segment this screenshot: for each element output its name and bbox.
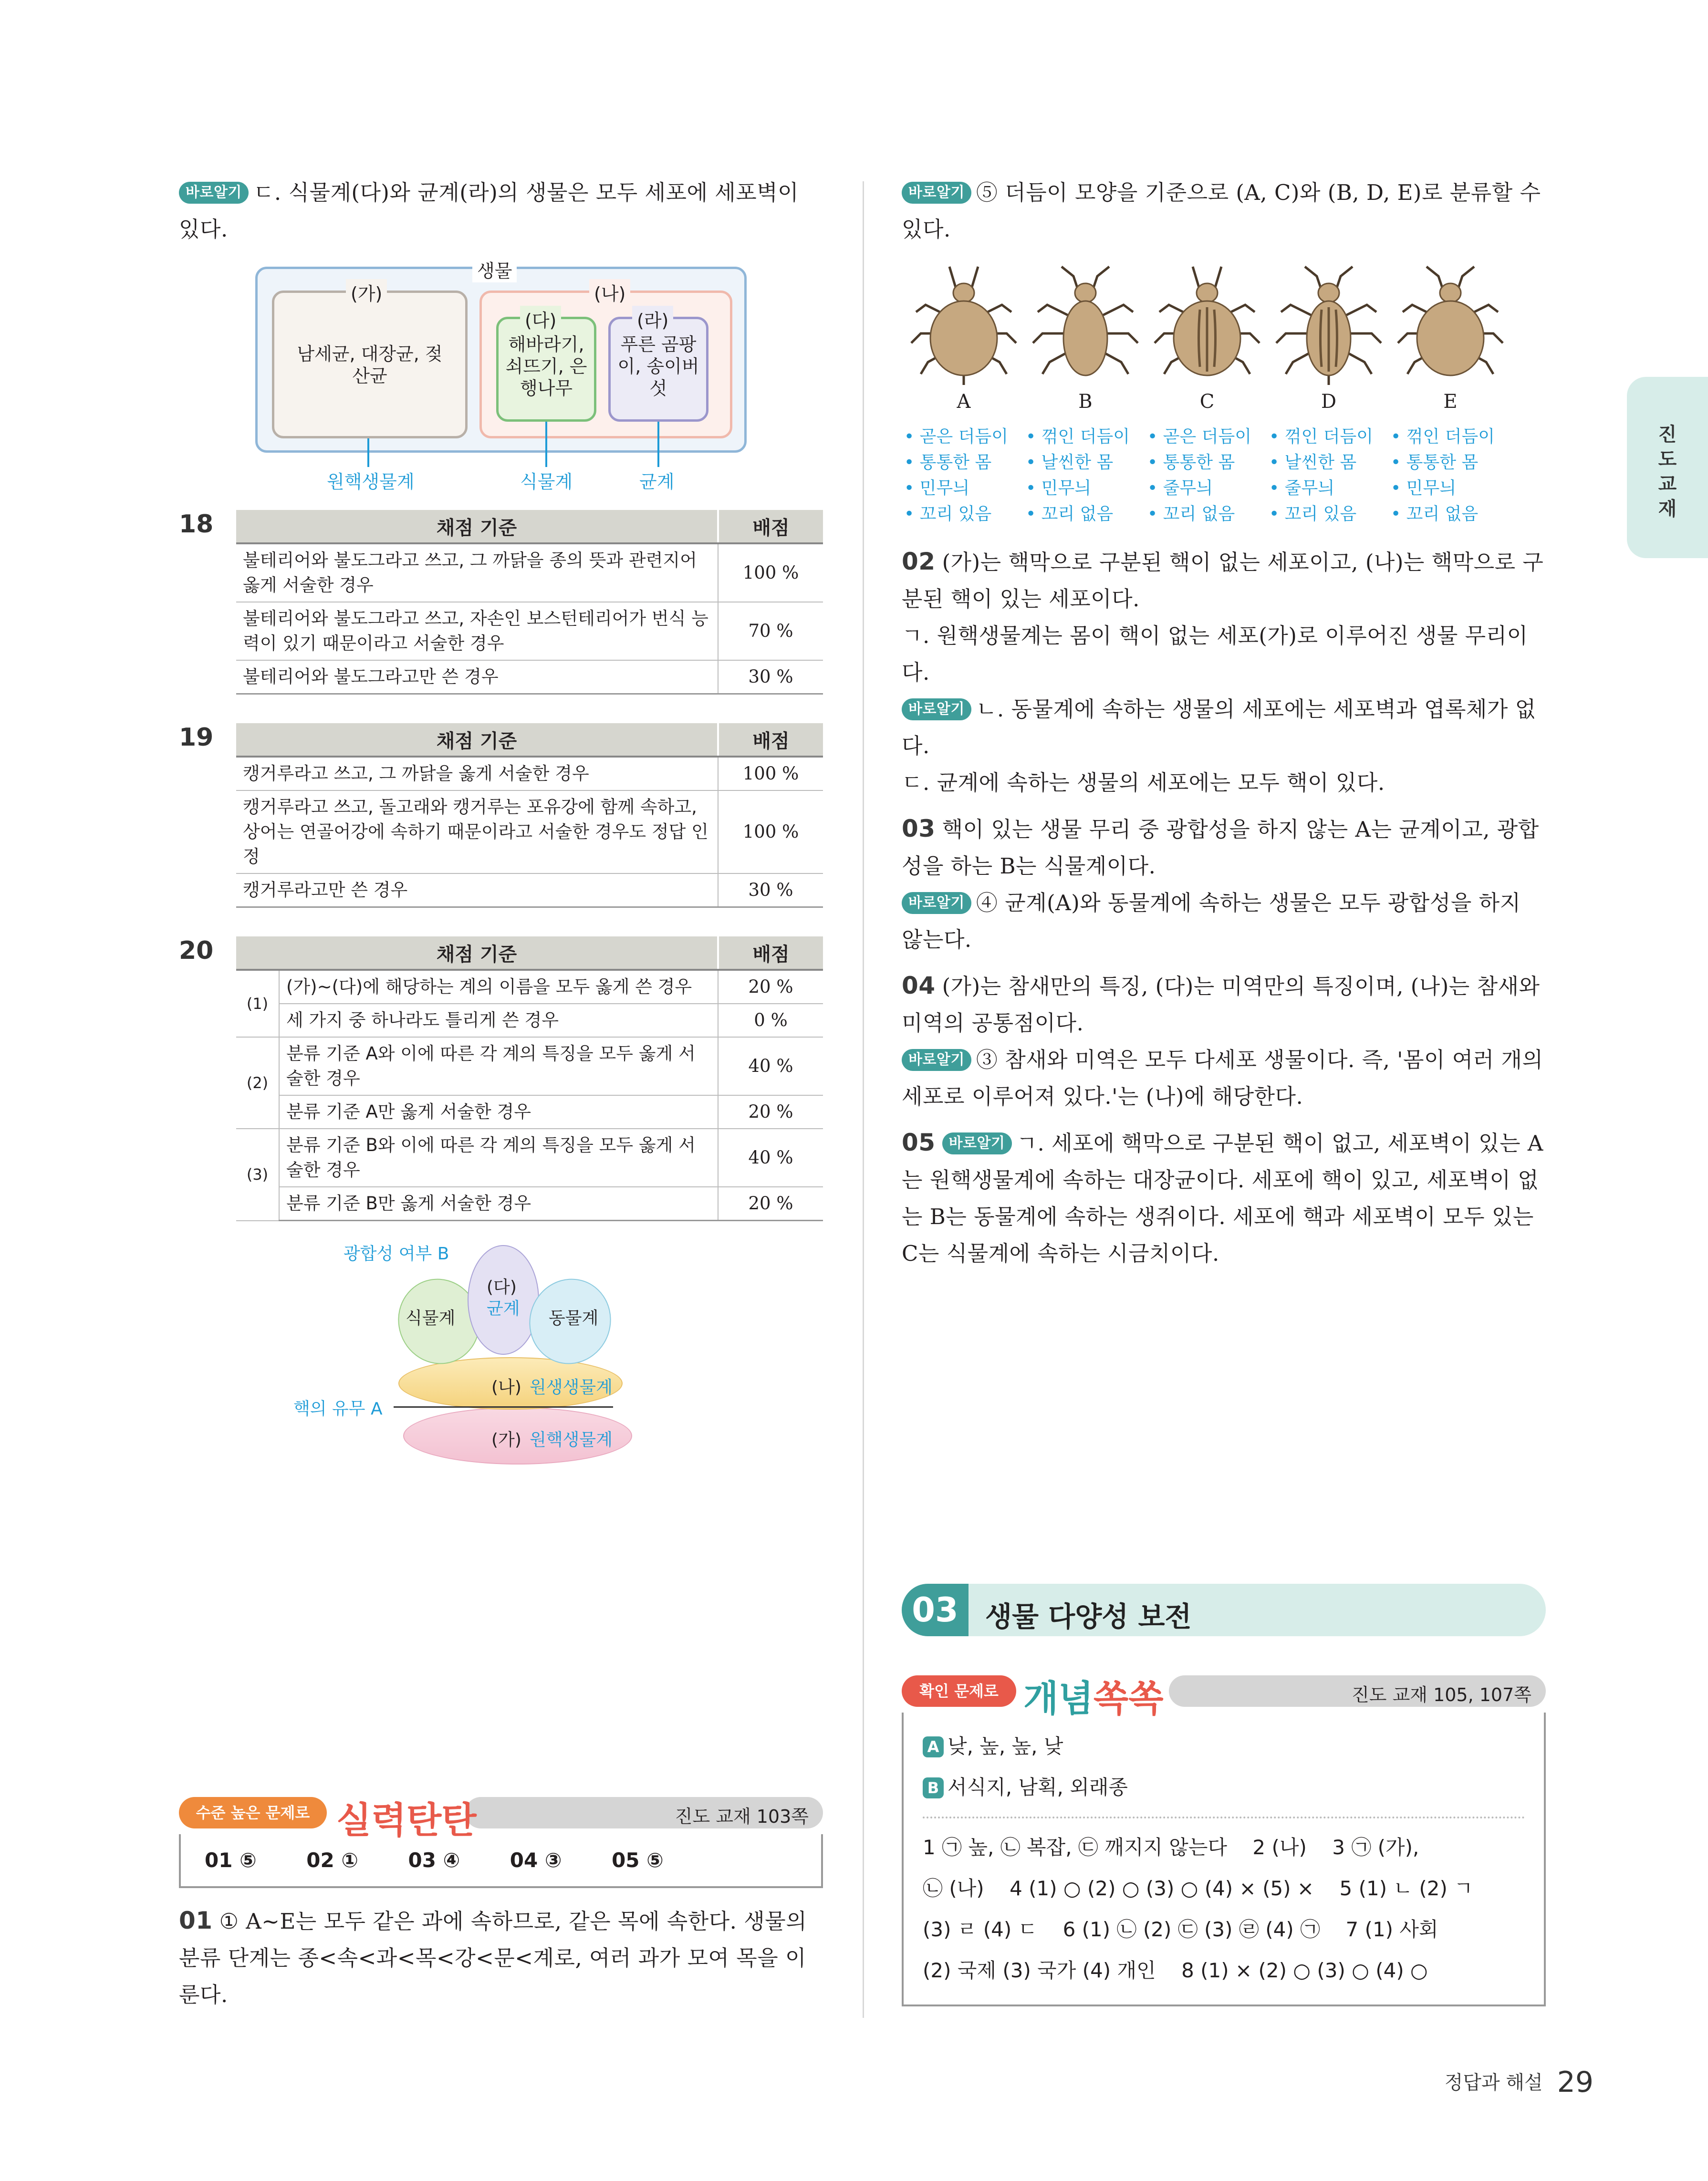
insect-label: C (1199, 391, 1215, 413)
footer-label: 정답과 해설 (1444, 2072, 1543, 2094)
score-table-19 (179, 723, 823, 908)
score-table-20 (179, 936, 823, 1221)
insect-label: A (957, 391, 971, 413)
ga-label: (가) (346, 279, 387, 305)
trait-item: • 꼬리 없음 (1026, 504, 1114, 524)
trait-item: • 줄무늬 (1269, 478, 1335, 498)
sub-question: (3) (236, 1129, 279, 1221)
trait-item: • 곧은 더듬이 (1147, 427, 1252, 447)
label-prokaryote: 원핵생물계 (530, 1430, 613, 1450)
q04-line1: 바로알기 ③ 참새와 미역은 모두 다세포 생물이다. 즉, '몸이 여러 개의 세포로 이루어져 있다.'는 (나)에 해당한다. (902, 1047, 1543, 1109)
q03-explanation: 03 핵이 있는 생물 무리 중 광합성을 하지 않는 A는 균계이고, 광합성을 하는 B는 식물계이다. (902, 815, 1539, 879)
score-cell: 30 % (718, 660, 823, 694)
answer: 03 ④ (408, 1849, 460, 1872)
question-number: 19 (179, 723, 214, 752)
trait-item: • 꺾인 더듬이 (1026, 427, 1130, 447)
insect-a-icon (906, 262, 1021, 386)
trait-item: • 꼬리 있음 (904, 504, 992, 524)
criteria-cell: 세 가지 중 하나라도 틀리게 쓴 경우 (279, 1004, 718, 1037)
insect-label: E (1443, 391, 1458, 413)
insect-traits (1269, 424, 1393, 527)
insect-c-icon (1150, 262, 1264, 386)
trait-item: • 곧은 더듬이 (904, 427, 1009, 447)
classification-diagram (179, 257, 823, 496)
q02-explanation: 02 (가)는 핵막으로 구분된 핵이 없는 세포이고, (나)는 핵막으로 구분된 핵이 있는 세포이다. (902, 548, 1544, 612)
ra-organisms: 푸른 곰팡이, 송이버섯 (617, 334, 699, 399)
concept-ref: 진도 교재 105, 107쪽 (1352, 1684, 1531, 1705)
answer-line: ㉡ (나) 4 (1) ○ (2) ○ (3) ○ (4) × (5) × 5 (1) ㄴ (2) ㄱ (923, 1877, 1473, 1900)
trait-item: • 꼬리 있음 (1269, 504, 1357, 524)
outer-label: 생물 (472, 256, 517, 282)
insect-intro: 바로알기 ⑤ 더듬이 모양을 기준으로 (A, C)와 (B, D, E)로 분류할 수 있다. (902, 180, 1541, 242)
q02-line3: ㄷ. 균계에 속하는 생물의 세포에는 모두 핵이 있다. (902, 770, 1385, 795)
silryeok-title: 실력탄탄 (336, 1799, 477, 1841)
score-cell: 40 % (718, 1037, 823, 1095)
insect-traits (1026, 424, 1150, 527)
criteria-cell: 분류 기준 A와 이에 따른 각 계의 특징을 모두 옳게 서술한 경우 (279, 1037, 718, 1095)
trait-item: • 민무늬 (904, 478, 970, 498)
score-cell: 100 % (718, 790, 823, 873)
trait-item: • 줄무늬 (1147, 478, 1213, 498)
page-number: 29 (1557, 2066, 1593, 2099)
silryeok-answers (179, 1834, 823, 1888)
score-cell: 20 % (718, 1187, 823, 1221)
concept-section (902, 1670, 1546, 2006)
a-criterion-line (394, 1406, 613, 1408)
label-fungi: 균계 (487, 1299, 520, 1319)
answer: 02 ① (306, 1849, 358, 1872)
column-divider (863, 181, 864, 2018)
question-number: 20 (179, 936, 214, 965)
q03-line1: 바로알기 ④ 균계(A)와 동물계에 속하는 생물은 모두 광합성을 하지 않는다. (902, 890, 1521, 952)
side-tab[interactable] (1627, 377, 1708, 558)
trait-item: • 통통한 몸 (904, 453, 992, 472)
label-na-tag: (나) (491, 1378, 521, 1397)
label-animal: 동물계 (549, 1309, 599, 1328)
insect-d-icon (1271, 262, 1386, 386)
q02-line2: 바로알기 ㄴ. 동물계에 속하는 생물의 세포에는 세포벽과 엽록체가 없다. (902, 696, 1536, 758)
q01-explanation: 01 ① A~E는 모두 같은 과에 속하므로, 같은 목에 속한다. 생물의 분류 단계는 종<속<과<목<강<문<계로, 여러 과가 모여 목을 이룬다. (179, 1907, 807, 2007)
criteria-cell: 캥거루라고만 쓴 경우 (236, 873, 718, 907)
tag-pill: 수준 높은 문제로 (179, 1797, 327, 1828)
side-tab-label: 진도 교재 (1658, 424, 1677, 520)
score-table-18 (179, 510, 823, 695)
intro-paragraph: 바로알기 ㄷ. 식물계(다)와 균계(라)의 생물은 모두 세포에 세포벽이 있다. (179, 180, 799, 242)
section-03-header (902, 1584, 1546, 1636)
caption-plant: 식물계 (520, 471, 573, 492)
trait-item: • 꼬리 없음 (1391, 504, 1479, 524)
insect-b-icon (1028, 262, 1143, 386)
col-score: 배점 (718, 510, 823, 543)
ra-label: (라) (632, 306, 673, 332)
criteria-cell: 캥거루라고 쓰고, 그 까닭을 옳게 서술한 경우 (236, 757, 718, 790)
score-cell: 40 % (718, 1129, 823, 1187)
trait-item: • 통통한 몸 (1391, 453, 1479, 472)
silryeok-section (179, 1791, 823, 2013)
left-column (179, 174, 823, 1479)
trait-item: • 날씬한 몸 (1026, 453, 1114, 472)
answer: 01 ⑤ (205, 1849, 257, 1872)
insect-label: D (1321, 391, 1337, 413)
answer-line: (3) ㄹ (4) ㄷ 6 (1) ㉡ (2) ㉢ (3) ㉣ (4) ㉠ 7 (1) 사회 (923, 1918, 1438, 1941)
concept-answers (902, 1713, 1546, 2006)
criteria-cell: 불테리어와 불도그라고 쓰고, 그 까닭을 종의 뜻과 관련지어 옳게 서술한 경우 (236, 543, 718, 602)
page-footer (1445, 2066, 1593, 2099)
criteria-cell: 불테리어와 불도그라고 쓰고, 자손인 보스턴테리어가 번식 능력이 있기 때문이라고 서술한 경우 (236, 602, 718, 660)
cap-tick-2 (545, 422, 547, 467)
na-label: (나) (589, 279, 630, 305)
trait-item: • 꼬리 없음 (1147, 504, 1235, 524)
section-title: 생물 다양성 보전 (985, 1600, 1192, 1633)
criteria-cell: 분류 기준 B와 이에 따른 각 계의 특징을 모두 옳게 서술한 경우 (279, 1129, 718, 1187)
col-score: 배점 (718, 936, 823, 970)
score-cell: 0 % (718, 1004, 823, 1037)
col-criteria: 채점 기준 (236, 936, 718, 970)
sub-question: (2) (236, 1037, 279, 1129)
score-cell: 20 % (718, 970, 823, 1004)
cap-tick-1 (367, 438, 369, 467)
trait-item: • 꺾인 더듬이 (1269, 427, 1374, 447)
col-criteria: 채점 기준 (236, 510, 718, 543)
col-criteria: 채점 기준 (236, 723, 718, 757)
kingdom-flower-diagram (179, 1240, 823, 1479)
section-number: 03 (902, 1584, 969, 1636)
criteria-cell: 분류 기준 B만 옳게 서술한 경우 (279, 1187, 718, 1221)
insect-traits (1391, 424, 1515, 527)
insect-traits (904, 424, 1028, 527)
label-ga-tag: (가) (491, 1430, 521, 1450)
cap-tick-3 (657, 422, 659, 467)
score-cell: 20 % (718, 1095, 823, 1129)
concept-header (902, 1670, 1546, 1720)
score-cell: 30 % (718, 873, 823, 907)
concept-title: 개념쏙쏙 (1023, 1677, 1164, 1720)
trait-item: • 민무늬 (1391, 478, 1457, 498)
answer-line: 1 ㉠ 높, ㉡ 복잡, ㉢ 깨지지 않는다 2 (나) 3 ㉠ (가), (923, 1836, 1419, 1859)
q05-explanation: 05 바로알기 ㄱ. 세포에 핵막으로 구분된 핵이 없고, 세포벽이 있는 A는 원핵생물계에 속하는 대장균이다. 세포에 핵이 있고, 세포벽이 없는 B는 동물계에 속하는 생쥐이다. 세포에 핵과 세포벽이 모두 있는 C는 식물계에 속하는 시금치이다. (902, 1129, 1543, 1266)
criteria-cell: (가)~(다)에 해당하는 계의 이름을 모두 옳게 쓴 경우 (279, 970, 718, 1004)
barogi-badge: 바로알기 (179, 182, 249, 204)
insect-label: B (1078, 391, 1093, 413)
question-number: 18 (179, 510, 214, 539)
dotted-divider (923, 1817, 1525, 1818)
insect-e-icon (1393, 262, 1508, 386)
col-score: 배점 (718, 723, 823, 757)
score-cell: 70 % (718, 602, 823, 660)
insect-traits (1147, 424, 1271, 527)
criteria-cell: 불테리어와 불도그라고만 쓴 경우 (236, 660, 718, 694)
insect-diagram (902, 262, 1546, 539)
silryeok-ref: 진도 교재 103쪽 (675, 1806, 809, 1827)
concept-a: A 낮, 높, 높, 낮 (923, 1726, 1525, 1767)
caption-fungi: 균계 (639, 471, 675, 492)
label-fungi-tag: (다) (487, 1277, 517, 1297)
q04-explanation: 04 (가)는 참새만의 특징, (다)는 미역만의 특징이며, (나)는 참새와 미역의 공통점이다. (902, 972, 1540, 1036)
answer-line: (2) 국제 (3) 국가 (4) 개인 8 (1) × (2) ○ (3) ○ (4) ○ (923, 1959, 1428, 1982)
score-cell: 100 % (718, 543, 823, 602)
trait-item: • 꺾인 더듬이 (1391, 427, 1495, 447)
q02-line1: ㄱ. 원핵생물계는 몸이 핵이 없는 세포(가)로 이루어진 생물 무리이다. (902, 623, 1528, 685)
caption-prokaryote: 원핵생물계 (327, 471, 415, 492)
trait-item: • 민무늬 (1026, 478, 1092, 498)
label-protist: 원생생물계 (530, 1378, 613, 1397)
criteria-cell: 캥거루라고 쓰고, 돌고래와 캥거루는 포유강에 함께 속하고, 상어는 연골어강에 속하기 때문이라고 서술한 경우도 정답 인정 (236, 790, 718, 873)
criteria-cell: 분류 기준 A만 옳게 서술한 경우 (279, 1095, 718, 1129)
trait-item: • 통통한 몸 (1147, 453, 1235, 472)
right-column (902, 174, 1546, 1272)
da-label: (다) (520, 306, 561, 332)
answer: 04 ③ (510, 1849, 562, 1872)
trait-item: • 날씬한 몸 (1269, 453, 1357, 472)
tag-pill: 확인 문제로 (902, 1675, 1016, 1707)
label-b-criterion: 광합성 여부 B (344, 1244, 449, 1264)
answer: 05 ⑤ (612, 1849, 664, 1872)
label-a-criterion: 핵의 유무 A (293, 1399, 383, 1419)
ga-organisms: 남세균, 대장균, 젖산균 (297, 343, 443, 386)
da-organisms: 해바라기, 쇠뜨기, 은행나무 (505, 334, 587, 399)
silryeok-header (179, 1791, 823, 1841)
sub-question: (1) (236, 970, 279, 1037)
concept-b: B 서식지, 남획, 외래종 (923, 1767, 1525, 1808)
score-cell: 100 % (718, 757, 823, 790)
label-plant: 식물계 (406, 1309, 456, 1328)
